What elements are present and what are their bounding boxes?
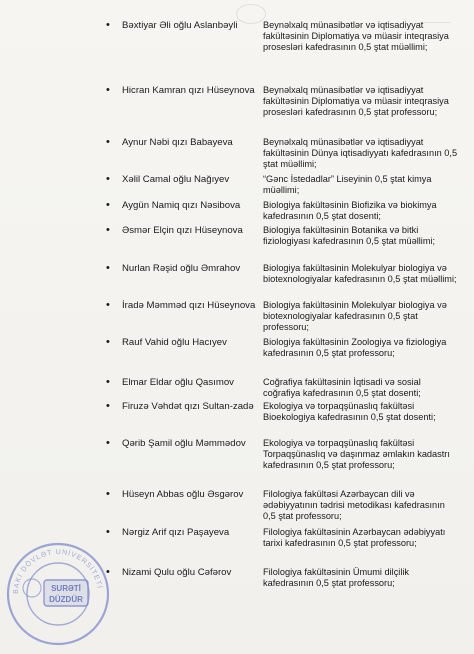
bullet-icon: •: [106, 336, 110, 348]
bullet-icon: •: [106, 224, 110, 236]
bullet-icon: •: [106, 488, 110, 500]
bullet-icon: •: [106, 136, 110, 148]
position-description: Filologiya fakültəsinin Ümumi dilçilik kafedrasının 0,5 ştat professoru;: [263, 567, 410, 588]
position-description: “Gənc İstedadlar” Liseyinin 0,5 ştat kimya müəllimi;: [263, 174, 432, 195]
stamp-ring-text: BAKI DÖVLƏT UNİVERSİTETİ: [12, 548, 103, 595]
bullet-icon: •: [106, 400, 110, 412]
position-description: Biologiya fakültəsinin Molekulyar biologiya və biotexnologiyalar kafedrasının 0,5 ştat professoru;: [263, 300, 447, 332]
position-description: Filologiya fakültəsinin Azərbaycan ədəbiyyatı tarixi kafedrasının 0,5 ştat professoru;: [263, 527, 446, 548]
bullet-icon: •: [106, 84, 110, 96]
person-name: İradə Məmməd qızı Hüseynova: [122, 300, 256, 311]
person-name: Firuzə Vəhdət qızı Sultan-zadə: [122, 401, 254, 412]
person-name: Aygün Namiq qızı Nəsibova: [122, 200, 241, 211]
position-description: Ekologiya və torpaqşünaslıq fakültəsi Torpaqşünaslıq və daşınmaz əmlakın kadastrı kafedrasının 0,5 ştat professoru;: [263, 438, 450, 470]
position-description: Beynəlxalq münasibətlər və iqtisadiyyat fakültəsinin Dünya iqtisadiyyatı kafedrasının 0,5 ştat müəllimi;: [263, 137, 458, 169]
position-description: Biologiya fakültəsinin Biofizika və biokimya kafedrasının 0,5 ştat dosenti;: [263, 200, 437, 221]
position-description: Ekologiya və torpaqşünaslıq fakültəsi Bioekologiya kafedrasının 0,5 ştat dosenti;: [263, 401, 436, 422]
bullet-icon: •: [106, 262, 110, 274]
position-description: Beynəlxalq münasibətlər və iqtisadiyyat fakültəsinin Diplomatiya və müasir inteqrasiya prosesləri kafedrasının 0,5 ştat professoru;: [263, 85, 449, 117]
bullet-icon: •: [106, 299, 110, 311]
bullet-icon: •: [106, 199, 110, 211]
bullet-icon: •: [106, 566, 110, 578]
person-name: Əsmər Elçin qızı Hüseynova: [122, 225, 243, 236]
position-description: Filologiya fakültəsi Azərbaycan dili və ədəbiyyatının tədrisi metodikası kafedrasının 0,5 ştat professoru;: [263, 489, 445, 521]
bullet-icon: •: [106, 526, 110, 538]
bullet-icon: •: [106, 19, 110, 31]
person-name: Nurlan Rəşid oğlu Əmrahov: [122, 263, 241, 274]
bullet-icon: •: [106, 173, 110, 185]
person-name: Qərib Şamil oğlu Məmmədov: [122, 438, 246, 449]
person-name: Elmar Eldar oğlu Qasımov: [122, 377, 234, 388]
position-description: Biologiya fakültəsinin Botanika və bitki fiziologiyası kafedrasının 0,5 ştat müəllimi;: [263, 225, 436, 246]
position-description: Biologiya fakültəsinin Zoologiya və fiziologiya kafedrasının 0,5 ştat professoru;: [263, 337, 447, 358]
position-description: Coğrafiya fakültəsinin İqtisadi və sosial coğrafiya kafedrasının 0,5 ştat dosenti;: [263, 377, 421, 398]
stamp-text: SURƏTİ: [51, 584, 81, 593]
official-stamp-icon: [4, 540, 112, 648]
person-name: Rauf Vahid oğlu Hacıyev: [122, 337, 227, 348]
bullet-icon: •: [106, 376, 110, 388]
person-name: Xəlil Camal oğlu Nağıyev: [122, 174, 230, 185]
stamp-text: DÜZDÜR: [49, 595, 83, 604]
position-description: Biologiya fakültəsinin Molekulyar biologiya və biotexnologiyalar kafedrasının 0,5 ştat müəllimi;: [263, 263, 457, 284]
person-name: Hüseyn Abbas oğlu Əsgərov: [122, 489, 244, 500]
person-name: Nərgiz Arif qızı Paşayeva: [122, 527, 230, 538]
person-name: Bəxtiyar Əli oğlu Aslanbəyli: [122, 20, 238, 31]
position-description: Beynəlxalq münasibətlər və iqtisadiyyat fakültəsinin Diplomatiya və müasir inteqrasiya prosesləri kafedrasının 0,5 ştat müəllimi;: [263, 20, 449, 52]
person-name: Hicran Kamran qızı Hüseynova: [122, 85, 255, 96]
person-name: Aynur Nəbi qızı Babayeva: [122, 137, 233, 148]
bullet-icon: •: [106, 437, 110, 449]
person-name: Nizami Qulu oğlu Cəfərov: [122, 567, 232, 578]
